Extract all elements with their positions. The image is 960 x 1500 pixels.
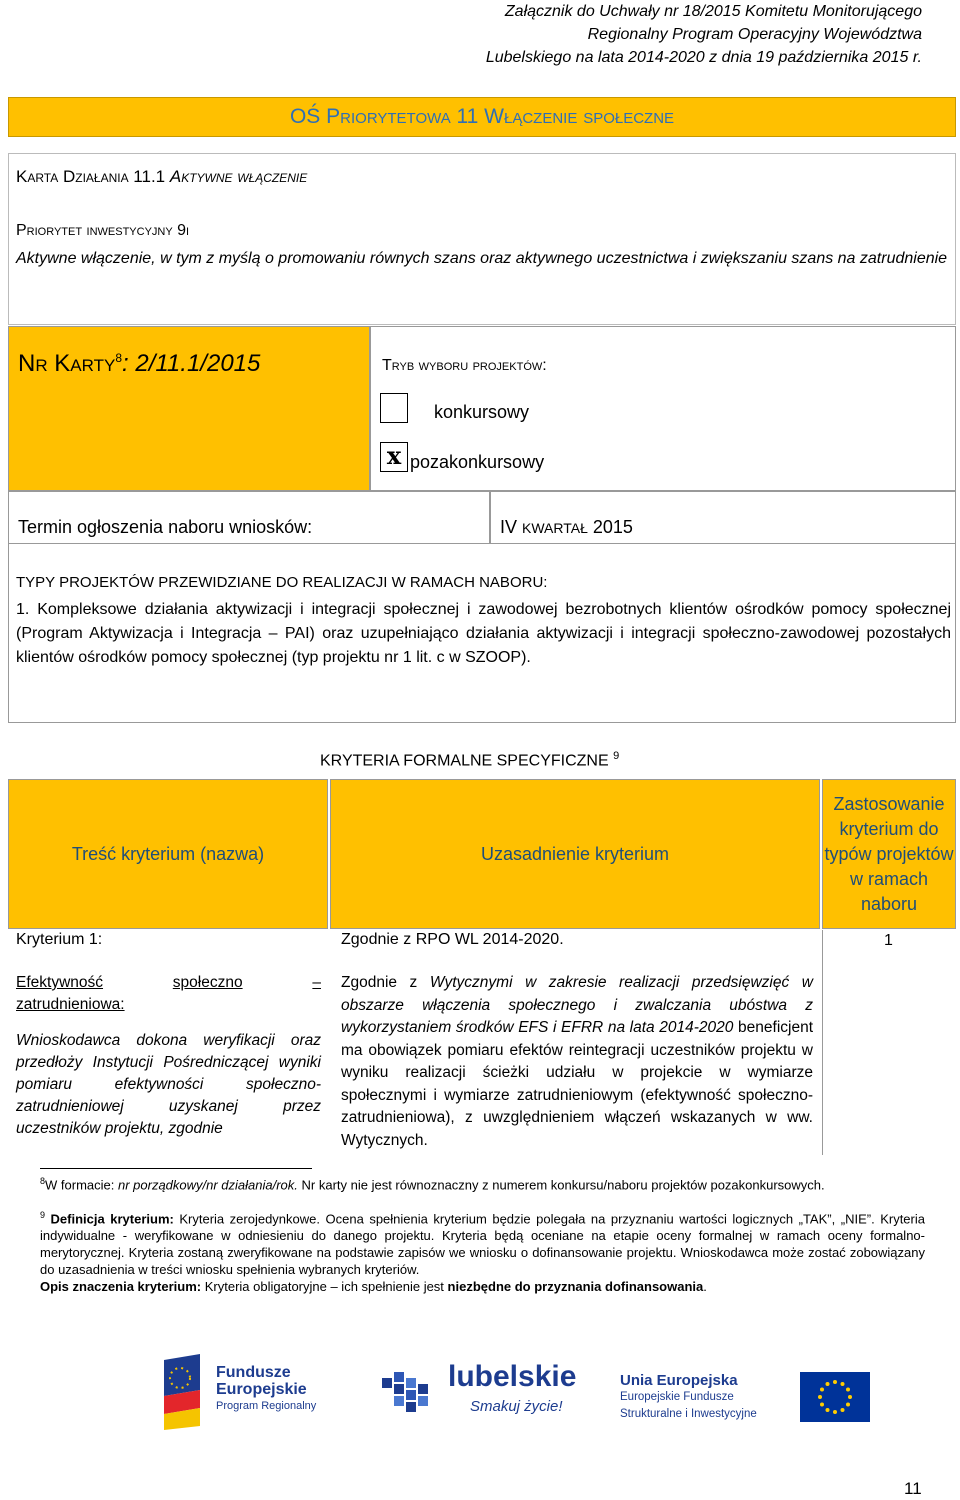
justification-b: beneficjent ma obowiązek pomiaru efektów reintegracji uczestników projektu w wyniku realizacji ścieżki udziału w projekcie w wymiarze społecznymi i wymiarze zatrudnieniowym (efektywność społeczno-zatrudnieniowa), z uwzględnieniem włączeń wskazanych w ww. Wytycznych. [341, 1019, 814, 1149]
criteria-title [320, 750, 619, 770]
criterion-meaning-b: niezbędne do przyznania dofinansowania [447, 1279, 704, 1295]
project-types-body: 1. Kompleksowe działania aktywizacji i integracji społecznej i zawodowej bezrobotnych klientów ośrodków pomocy społecznej (Program Aktywizacja i Integracja – PAI) oraz uzupełniająco działania aktywizacji i integracji społeczno-zawodowej pozostałych klientów ośrodków pomocy społecznej (typ projektu nr 1 lit. c w SZOOP). [16, 601, 951, 666]
footnote-9-text: Kryteria zerojedynkowe. Ocena spełnienia kryterium będzie polegała na przyznaniu wartości logicznych „TAK”, „NIE”. Kryteria indywidualne - weryfikowane w odniesieniu do danego projektu. Kryteria będą oceniane na etapie oceny formalnej w ramach oceny formalno-merytorycznej. Kryteria zostaną zweryfikowane na podstawie zapisów we wniosku o dofinansowanie projektu. Wnioskodawca może zostać zobowiązany do uzasadnienia w treści wniosku spełnienia wybranych kryteriów. [40, 1211, 925, 1278]
fe-emblem-icon [160, 1350, 222, 1430]
criterion-name-b: społeczno [172, 974, 243, 991]
criterion-name-cell [16, 972, 321, 1140]
footnote-ref-8: 8 [115, 351, 123, 365]
criterion-meaning-c: . [703, 1279, 707, 1295]
footnote-separator [40, 1168, 312, 1169]
ue-line-1: Unia Europejska [620, 1372, 738, 1389]
criterion-name-a: Efektywność [16, 974, 104, 991]
call-date-value [500, 517, 633, 538]
priority-label: Priorytet inwestycyjny 9i [16, 222, 190, 239]
column-header-name: Treść kryterium (nazwa) [8, 779, 328, 929]
criterion-meaning-a: Kryteria obligatoryjne – ich spełnienie jest [201, 1279, 448, 1295]
unia-europejska-logo [620, 1372, 880, 1432]
option-pozakonkursowy: pozakonkursowy [410, 452, 545, 472]
footnote-9-number: 9 [40, 1210, 46, 1220]
call-date-value-c: 2015 [587, 517, 633, 537]
checkbox-pozakonkursowy: x [380, 442, 408, 472]
card-number [18, 350, 260, 378]
footnote-9-bold: Definicja kryterium: [50, 1211, 174, 1227]
ue-line-2: Europejskie Fundusze [620, 1391, 734, 1403]
lubelskie-mosaic-icon [378, 1364, 448, 1434]
priority-axis-banner [8, 97, 956, 137]
footnote-8-number: 8 [40, 1176, 46, 1186]
criterion-name-d: zatrudnieniowa: [16, 996, 125, 1013]
criterion-label: Kryterium 1: [16, 931, 103, 948]
option-konkursowy: konkursowy [434, 402, 530, 422]
column-header-application: Zastosowanie kryterium do typów projektów w ramach naboru [822, 779, 956, 929]
karta-name: Aktywne włączenie [169, 167, 308, 186]
footnote-8-a: W formacie: [45, 1177, 118, 1193]
column-divider [822, 930, 823, 1155]
column-header-justification: Uzasadnienie kryterium [330, 779, 820, 929]
card-number-label: Nr Karty [18, 350, 116, 377]
lubelskie-slogan: Smakuj życie! [470, 1398, 563, 1415]
lubelskie-name: lubelskie [448, 1360, 577, 1393]
priority-text: Aktywne włączenie, w tym z myślą o promowaniu równych szans oraz aktywnego uczestnictwa i zwiększaniu szans na zatrudnienie [16, 250, 948, 267]
fe-line-1: Fundusze [216, 1364, 291, 1381]
header-line-2: Regionalny Program Operacyjny Województwa [587, 26, 922, 43]
fundusze-europejskie-logo [160, 1350, 340, 1430]
header-line-1: Załącznik do Uchwały nr 18/2015 Komitetu Monitorującego [504, 3, 922, 20]
axis-prefix: O [289, 105, 307, 128]
criteria-title-text: KRYTERIA FORMALNE SPECYFICZNE [320, 752, 609, 770]
karta-line [16, 167, 307, 187]
footnote-9 [40, 1207, 925, 1295]
call-date-value-a: IV [500, 517, 523, 537]
criterion-meaning [40, 1278, 925, 1295]
project-types-title: TYPY PROJEKTÓW PRZEWIDZIANE DO REALIZACJI W RAMACH NABORU: [16, 574, 548, 591]
criterion-name-line [16, 972, 321, 994]
ue-line-3: Strukturalne i Inwestycyjne [620, 1408, 757, 1420]
footnote-8-b: Nr karty nie jest równoznaczny z numerem konkursu/naboru projektów pozakonkursowych. [297, 1177, 825, 1193]
fe-line-2: Europejskie [216, 1381, 307, 1398]
criterion-justification [341, 972, 813, 1152]
criterion-justification-head: Zgodnie z RPO WL 2014-2020. [341, 931, 564, 948]
footnote-8 [40, 1173, 925, 1193]
lubelskie-logo [378, 1360, 578, 1435]
justification-a: Zgodnie z [341, 974, 430, 991]
criterion-types: 1 [884, 932, 893, 949]
header-line-3: Lubelskiego na lata 2014-2020 z dnia 19 października 2015 r. [485, 49, 922, 66]
footnote-ref-9: 9 [613, 750, 620, 762]
document-header [486, 0, 922, 69]
fe-line-3: Program Regionalny [216, 1400, 317, 1412]
criterion-name-c: – [312, 974, 321, 991]
selection-mode-title: Tryb wyboru projektów: [382, 357, 547, 374]
justification-italic: Wytycznymi w zakresie realizacji przedsięwzięć w obszarze włączenia społecznego i zwalczania ubóstwa z wykorzystaniem środków EFS i EFRR na lata 2014-2020 [341, 974, 813, 1036]
checkbox-konkursowy [380, 393, 408, 423]
axis-title: Ś Priorytetowa 11 Włączenie społeczne [306, 105, 675, 128]
card-number-value: : 2/11.1/2015 [122, 350, 261, 377]
eu-flag-icon [800, 1372, 870, 1422]
footnote-8-italic: nr porządkowy/nr działania/rok. [117, 1177, 298, 1193]
call-date-value-b: KWARTAŁ [522, 520, 588, 536]
karta-label: Karta Działania 11.1 [16, 167, 170, 186]
page-number: 11 [904, 1479, 922, 1498]
criterion-description: Wnioskodawca dokona weryfikacji oraz przedłoży Instytucji Pośredniczącej wyniki pomiaru efektywności społeczno-zatrudnieniowej uzyskanej przez uczestników projektu, zgodnie [16, 1032, 321, 1137]
criterion-meaning-label: Opis znaczenia kryterium: [40, 1279, 202, 1295]
call-date-label: Termin ogłoszenia naboru wniosków: [18, 517, 313, 537]
